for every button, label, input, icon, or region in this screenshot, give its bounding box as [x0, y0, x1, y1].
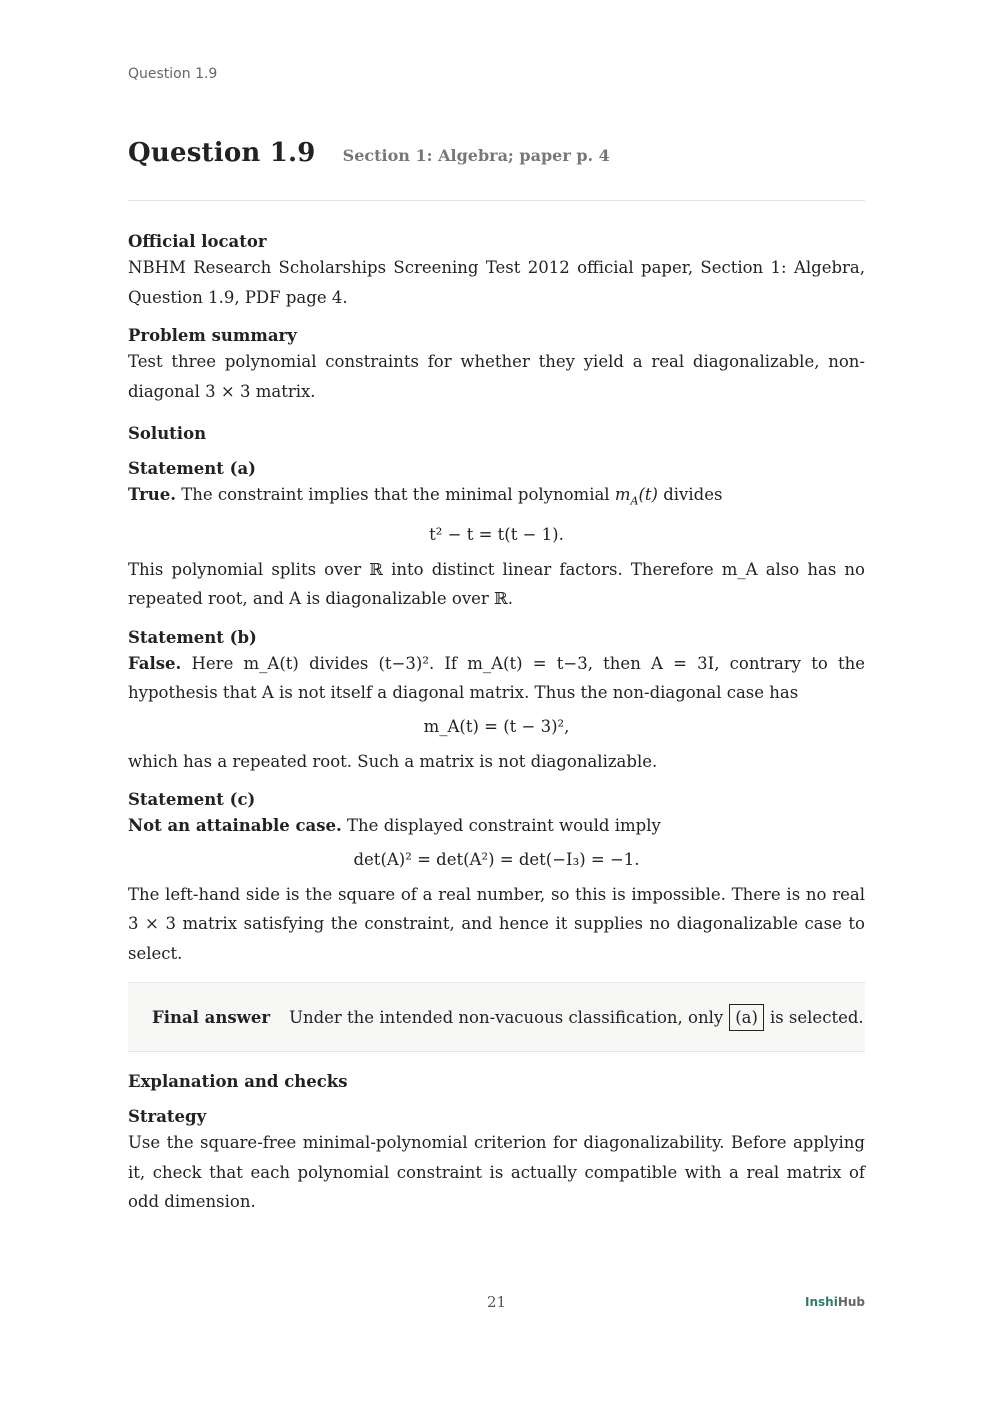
strategy-heading: Strategy	[128, 1107, 207, 1127]
statement-a-lead: True.	[128, 485, 177, 504]
statement-b-heading: Statement (b)	[128, 627, 257, 647]
page-title: Question 1.9	[128, 138, 316, 168]
statement-a-body: The constraint implies that the minimal polynomial	[181, 485, 610, 504]
statement-a-equation: t² − t = t(t − 1).	[429, 524, 564, 544]
brand-logo	[805, 1295, 865, 1309]
strategy-text: Use the square-free minimal-polynomial criterion for diagonalizability. Before applying it, check that each polynomial constraint is actually compatible with a real matrix of odd dimension.	[128, 1133, 865, 1212]
statement-c-body: The displayed constraint would imply	[347, 816, 661, 836]
running-head: Question 1.9	[128, 66, 218, 82]
minimal-polynomial-symbol: $m_A(t)$	[614, 485, 658, 508]
page-subtitle: Section 1: Algebra; paper p. 4	[342, 146, 610, 165]
statement-c-lead: Not an attainable case.	[128, 816, 342, 836]
page-number: 21	[486, 1293, 507, 1311]
final-answer-boxed: (a)	[729, 1004, 764, 1031]
locator-text: NBHM Research Scholarships Screening Test 2012 official paper, Section 1: Algebra, Question 1.9, PDF page 4.	[128, 258, 865, 307]
locator-heading: Official locator	[128, 232, 267, 251]
statement-c-after: The left-hand side is the square of a real number, so this is impossible. There is no real 3 × 3 matrix satisfying the constraint, and hence it supplies no diagonalizable case to select.	[128, 884, 865, 963]
statement-c-heading: Statement (c)	[128, 790, 256, 810]
statement-b-body: Here m_A(t) divides (t−3)². If m_A(t) = t−3, then A = 3I, contrary to the hypothesis that A is not itself a diagonal matrix. Thus the non-diagonal case has	[128, 653, 866, 703]
brand-logo-part-a: Inshi	[805, 1295, 838, 1309]
statement-a-text	[128, 480, 865, 516]
final-answer-label: Final answer	[152, 1007, 271, 1027]
title-row	[128, 138, 865, 168]
solution-heading: Solution	[128, 424, 207, 443]
final-answer-box	[128, 982, 865, 1052]
summary-text	[128, 347, 865, 406]
main-content	[128, 232, 865, 1217]
final-answer-text: Under the intended non-vacuous classification, only	[289, 1007, 724, 1027]
statement-c-equation: det(A)² = det(A²) = det(−I₃) = −1.	[353, 849, 640, 869]
statement-b-after: which has a repeated root. Such a matrix is not diagonalizable.	[128, 751, 658, 771]
summary-text-b: 3 × 3 matrix.	[205, 381, 316, 401]
statement-c-text	[128, 811, 865, 841]
title-divider	[128, 200, 865, 201]
statement-b-text	[128, 649, 865, 708]
statement-b-lead: False.	[128, 653, 182, 673]
summary-text-a: Test three polynomial constraints for whether they yield a real diagonalizable, non-diagonal	[128, 352, 865, 401]
explanation-heading: Explanation and checks	[128, 1072, 348, 1092]
statement-a-after: This polynomial splits over ℝ into distinct linear factors. Therefore m_A also has no repeated root, and A is diagonalizable over ℝ.	[128, 559, 865, 609]
brand-logo-part-b: Hub	[837, 1295, 865, 1309]
final-answer-after: is selected.	[769, 1007, 864, 1027]
statement-a-tail: divides	[663, 485, 723, 504]
statement-b-equation: m_A(t) = (t − 3)²,	[423, 716, 570, 736]
statement-a-heading: Statement (a)	[128, 459, 256, 478]
summary-heading: Problem summary	[128, 326, 297, 345]
